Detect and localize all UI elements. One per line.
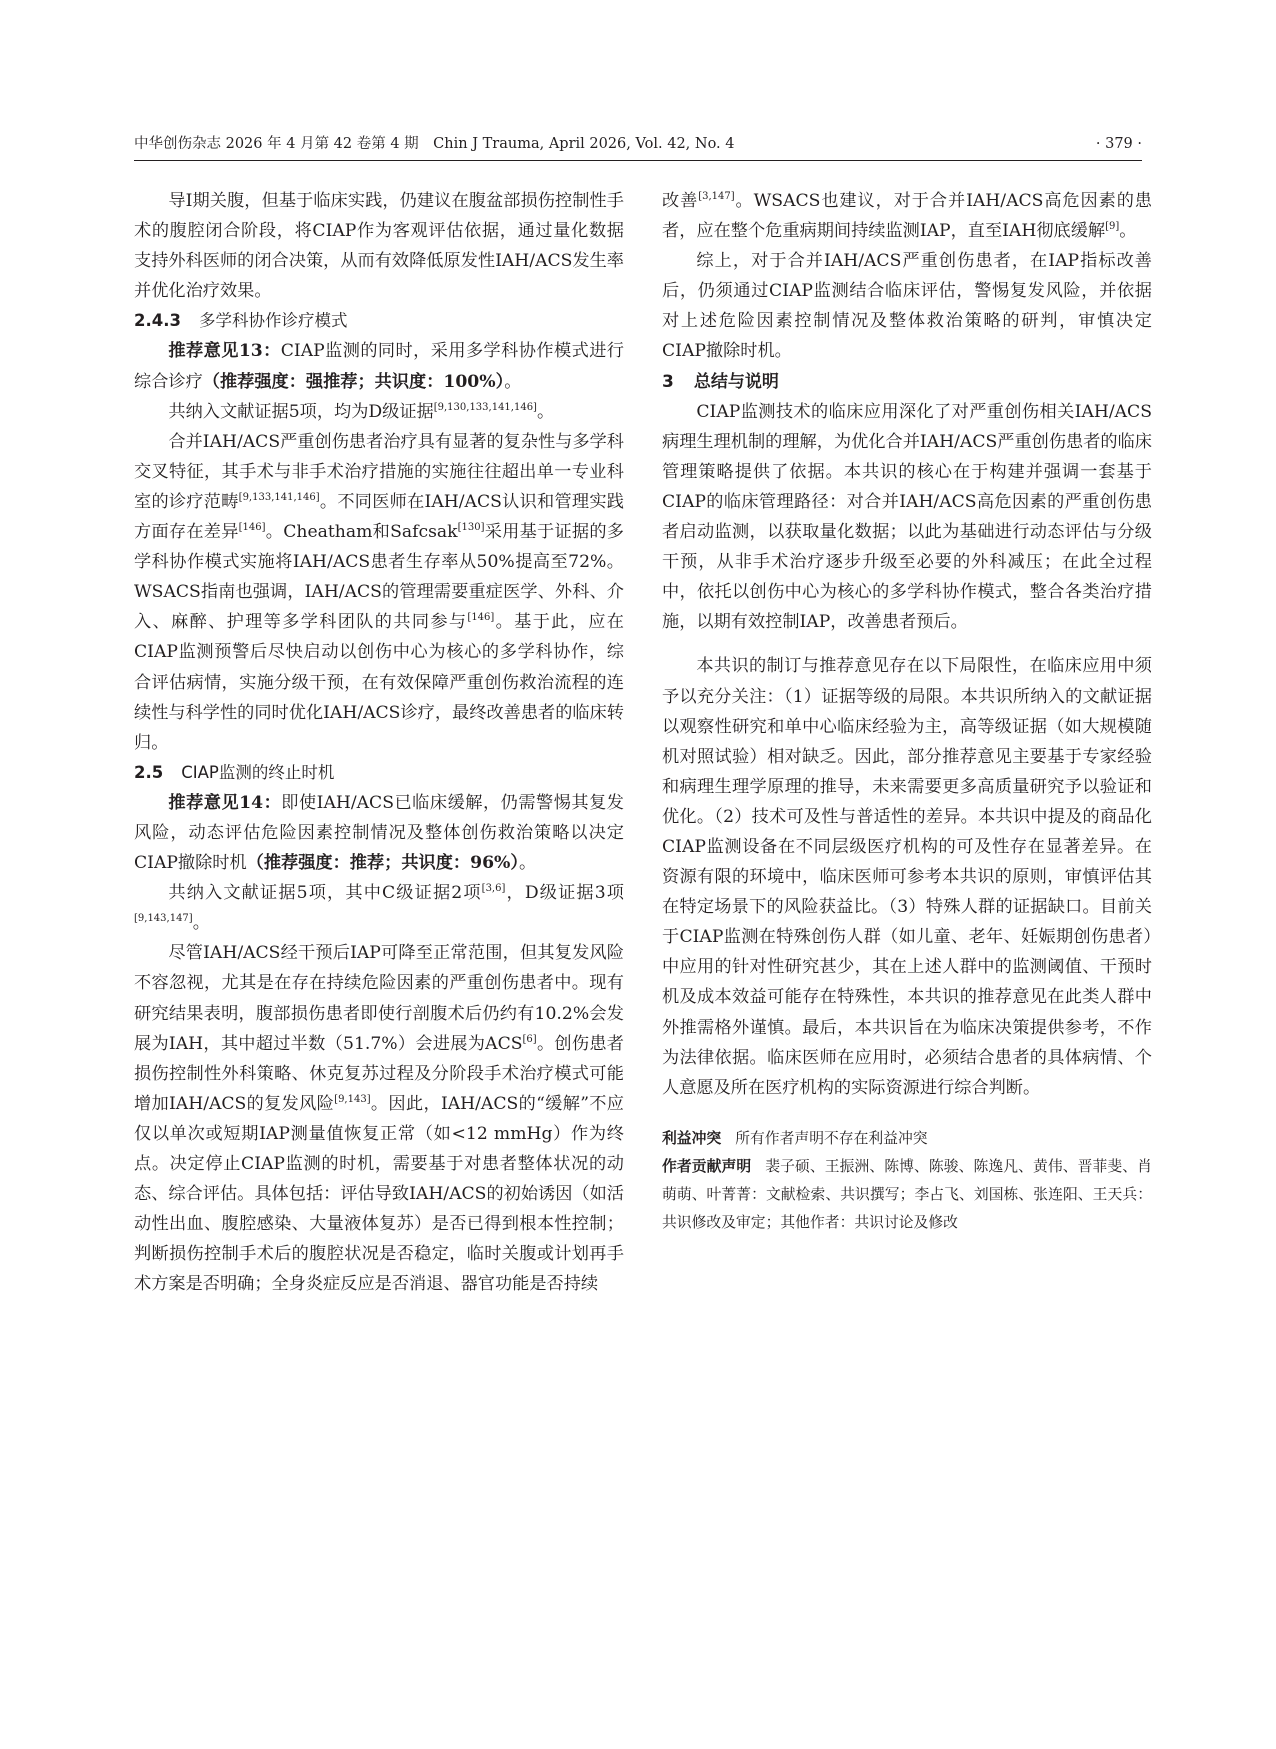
declaration-label: 利益冲突 — [662, 1129, 722, 1147]
header-rule — [134, 160, 1142, 161]
running-header — [134, 132, 1142, 156]
right-column — [662, 186, 1152, 1237]
recommendation-label: 推荐意见14： — [168, 792, 282, 813]
left-column — [134, 186, 624, 1299]
recommendation-text: 即使IAH/ACS已临床缓解，仍需警惕其复发风险，动态评估危险因素控制情况及整体创伤救治策略以决定CIAP撤除时机 — [134, 792, 624, 874]
section-title: 总结与说明 — [693, 371, 779, 392]
paragraph-text: 改善 — [662, 191, 699, 211]
paragraph-text: 。WSACS也建议，对于合并IAH/ACS高危因素的患者，应在整个危重病期间持续监测IAP，直至IAH彻底缓解 — [662, 191, 1152, 242]
section-title: CIAP监测的终止时机 — [181, 762, 335, 782]
recommendation-strength: （推荐强度：强推荐；共识度：100%） — [202, 371, 505, 392]
paragraph — [134, 938, 624, 1299]
journal-citation: 中华创伤杂志 2026 年 4 月第 42 卷第 4 期 Chin J Trauma, April 2026, Vol. 42, No. 4 — [134, 136, 735, 152]
citation-ref: [9,143,147] — [134, 913, 193, 925]
citation-ref: [9,133,141,146] — [238, 491, 320, 503]
paragraph-text: 。不同医师在IAH/ACS认识和管理实践方面存在差异 — [134, 491, 624, 543]
declaration-text: 所有作者声明不存在利益冲突 — [735, 1129, 928, 1147]
paragraph-text: 本共识的制订与推荐意见存在以下局限性，在临床应用中须予以充分关注：（1）证据等级的局限。本共识所纳入的文献证据以观察性研究和单中心临床经验为主，高等级证据（如大规模随机对照试验）相对缺乏。因此，部分推荐意见主要基于专家经验和病理生理学原理的推导，未来需要更多高质量研究予以验证和优化。（2）技术可及性与普适性的差异。本共识中提及的商品化CIAP监测设备在不同层级医疗机构的可及性存在显著差异。在资源有限的环境中，临床医师可参考本共识的原则，审慎评估其在特定场景下的风险获益比。（3）特殊人群的证据缺口。目前关于CIAP监测在特殊创伤人群（如儿童、老年、妊娠期创伤患者）中应用的针对性研究甚少，其在上述人群中的监测阈值、干预时机及成本效益可能存在特殊性，本共识的推荐意见在此类人群中外推需格外谨慎。最后，本共识旨在为临床决策提供参考，不作为法律依据。临床医师在应用时，必须结合患者的具体病情、个人意愿及所在医疗机构的实际资源进行综合判断。 — [662, 656, 1152, 1098]
page-number: · 379 · — [1095, 136, 1142, 152]
paragraph-text: 综上，对于合并IAH/ACS严重创伤患者，在IAP指标改善后，仍须通过CIAP监测结合临床评估，警惕复发风险，并依据对上述危险因素控制情况及整体救治策略的研判，审慎决定CIAP撤除时机。 — [662, 251, 1152, 362]
paragraph-text: CIAP监测技术的临床应用深化了对严重创伤相关IAH/ACS病理生理机制的理解，为优化合并IAH/ACS严重创伤患者的临床管理策略提供了依据。本共识的核心在于构建并强调一套基于CIAP的临床管理路径：对合并IAH/ACS高危因素的严重创伤患者启动监测，以获取量化数据；以此为基础进行动态评估与分级干预，从非手术治疗逐步升级至必要的外科减压；在此全过程中，依托以创伤中心为核心的多学科协作模式，整合各类治疗措施，以期有效控制IAP，改善患者预后。 — [662, 401, 1152, 633]
paragraph-text: 。创伤患者损伤控制性外科策略、休克复苏过程及分阶段手术治疗模式可能增加IAH/ACS的复发风险 — [134, 1033, 624, 1114]
paragraph — [662, 397, 1152, 638]
punctuation: 。 — [518, 853, 537, 874]
section-heading-3 — [662, 367, 1152, 397]
evidence-text: 共纳入文献证据5项，其中C级证据2项 — [168, 883, 482, 904]
conflict-of-interest — [662, 1125, 1152, 1153]
evidence-13 — [134, 397, 624, 427]
recommendation-14 — [134, 788, 624, 878]
section-heading-2-5 — [134, 758, 624, 788]
paragraph-text: 合并IAH/ACS严重创伤患者治疗具有显著的复杂性与多学科交叉特征，其手术与非手术治疗措施的实施往往超出单一专业科室的诊疗范畴 — [134, 431, 624, 512]
section-number: 2.4.3 — [134, 311, 181, 331]
paragraph — [134, 186, 624, 306]
paragraph-text: 导Ⅰ期关腹，但基于临床实践，仍建议在腹盆部损伤控制性手术的腹腔闭合阶段，将CIAP作为客观评估依据，通过量化数据支持外科医师的闭合决策，从而有效降低原发性IAH/ACS发生率并优化治疗效果。 — [134, 191, 624, 302]
evidence-text: ，D级证据3项 — [505, 883, 624, 904]
citation-ref: [9] — [1105, 221, 1120, 233]
paragraph-text: 尽管IAH/ACS经干预后IAP可降至正常范围，但其复发风险不容忽视，尤其是在存在持续危险因素的严重创伤患者中。现有研究结果表明，腹部损伤患者即使行剖腹术后仍约有10.2%会发展为IAH，其中超过半数（51.7%）会进展为ACS — [134, 943, 624, 1054]
paragraph-text: 。Cheatham和Safcsak — [265, 522, 458, 543]
citation-ref: [3,6] — [481, 883, 506, 895]
paragraph — [134, 427, 624, 758]
paragraph — [662, 651, 1152, 1102]
recommendation-13 — [134, 336, 624, 396]
evidence-text: 共纳入文献证据5项，均为D级证据 — [168, 401, 434, 422]
citation-ref: [146] — [467, 612, 495, 624]
recommendation-text: CIAP监测的同时，采用多学科协作模式进行综合诊疗 — [134, 341, 624, 392]
section-heading-2-4-3 — [134, 306, 624, 336]
section-title: 多学科协作诊疗模式 — [198, 311, 348, 331]
author-contributions — [662, 1153, 1152, 1237]
punctuation: 。 — [192, 913, 210, 934]
evidence-14 — [134, 878, 624, 938]
recommendation-label: 推荐意见13： — [168, 341, 281, 362]
paragraph — [662, 186, 1152, 246]
spacer — [662, 1103, 1152, 1125]
section-number: 2.5 — [134, 762, 164, 782]
punctuation: 。 — [1119, 221, 1137, 242]
paragraph-text: 。因此，IAH/ACS的“缓解”不应仅以单次或短期IAP测量值恢复正常（如<12 mmHg）作为终点。决定停止CIAP监测的时机，需要基于对患者整体状况的动态、综合评估。具体包括：评估导致IAH/ACS的初始诱因（如活动性出血、腹腔感染、大量液体复苏）是否已得到根本性控制；判断损伤控制手术后的腹腔状况是否稳定，临时关腹或计划再手术方案是否明确；全身炎症反应是否消退、器官功能是否持续 — [134, 1093, 624, 1295]
spacer — [662, 637, 1152, 651]
punctuation: 。 — [536, 401, 555, 422]
punctuation: 。 — [504, 371, 522, 392]
declaration-label: 作者贡献声明 — [662, 1157, 752, 1175]
citation-ref: [130] — [457, 522, 485, 534]
paragraph-text: 。基于此，应在CIAP监测预警后尽快启动以创伤中心为核心的多学科协作，综合评估病情，实施分级干预，在有效保障严重创伤救治流程的连续性与科学性的同时优化IAH/ACS诊疗，最终改善患者的临床转归。 — [134, 612, 624, 753]
paragraph — [662, 246, 1152, 366]
citation-ref: [146] — [238, 522, 266, 534]
citation-ref: [9,143] — [334, 1093, 371, 1105]
citation-ref: [9,130,133,141,146] — [433, 401, 537, 413]
citation-ref: [3,147] — [698, 191, 735, 202]
paragraph-text: 采用基于证据的多学科协作模式实施将IAH/ACS患者生存率从50%提高至72%。WSACS指南也强调，IAH/ACS的管理需要重症医学、外科、介入、麻醉、护理等多学科团队的共同参与 — [134, 522, 624, 633]
citation-ref: [6] — [522, 1033, 537, 1045]
declaration-text: 裴子硕、王振洲、陈博、陈骏、陈逸凡、黄伟、晋菲斐、肖萌萌、叶菁菁：文献检索、共识撰写；李占飞、刘国栋、张连阳、王天兵：共识修改及审定；其他作者：共识讨论及修改 — [662, 1157, 1152, 1231]
recommendation-strength: （推荐强度：推荐；共识度：96%） — [246, 853, 519, 874]
section-number: 3 — [662, 371, 674, 392]
